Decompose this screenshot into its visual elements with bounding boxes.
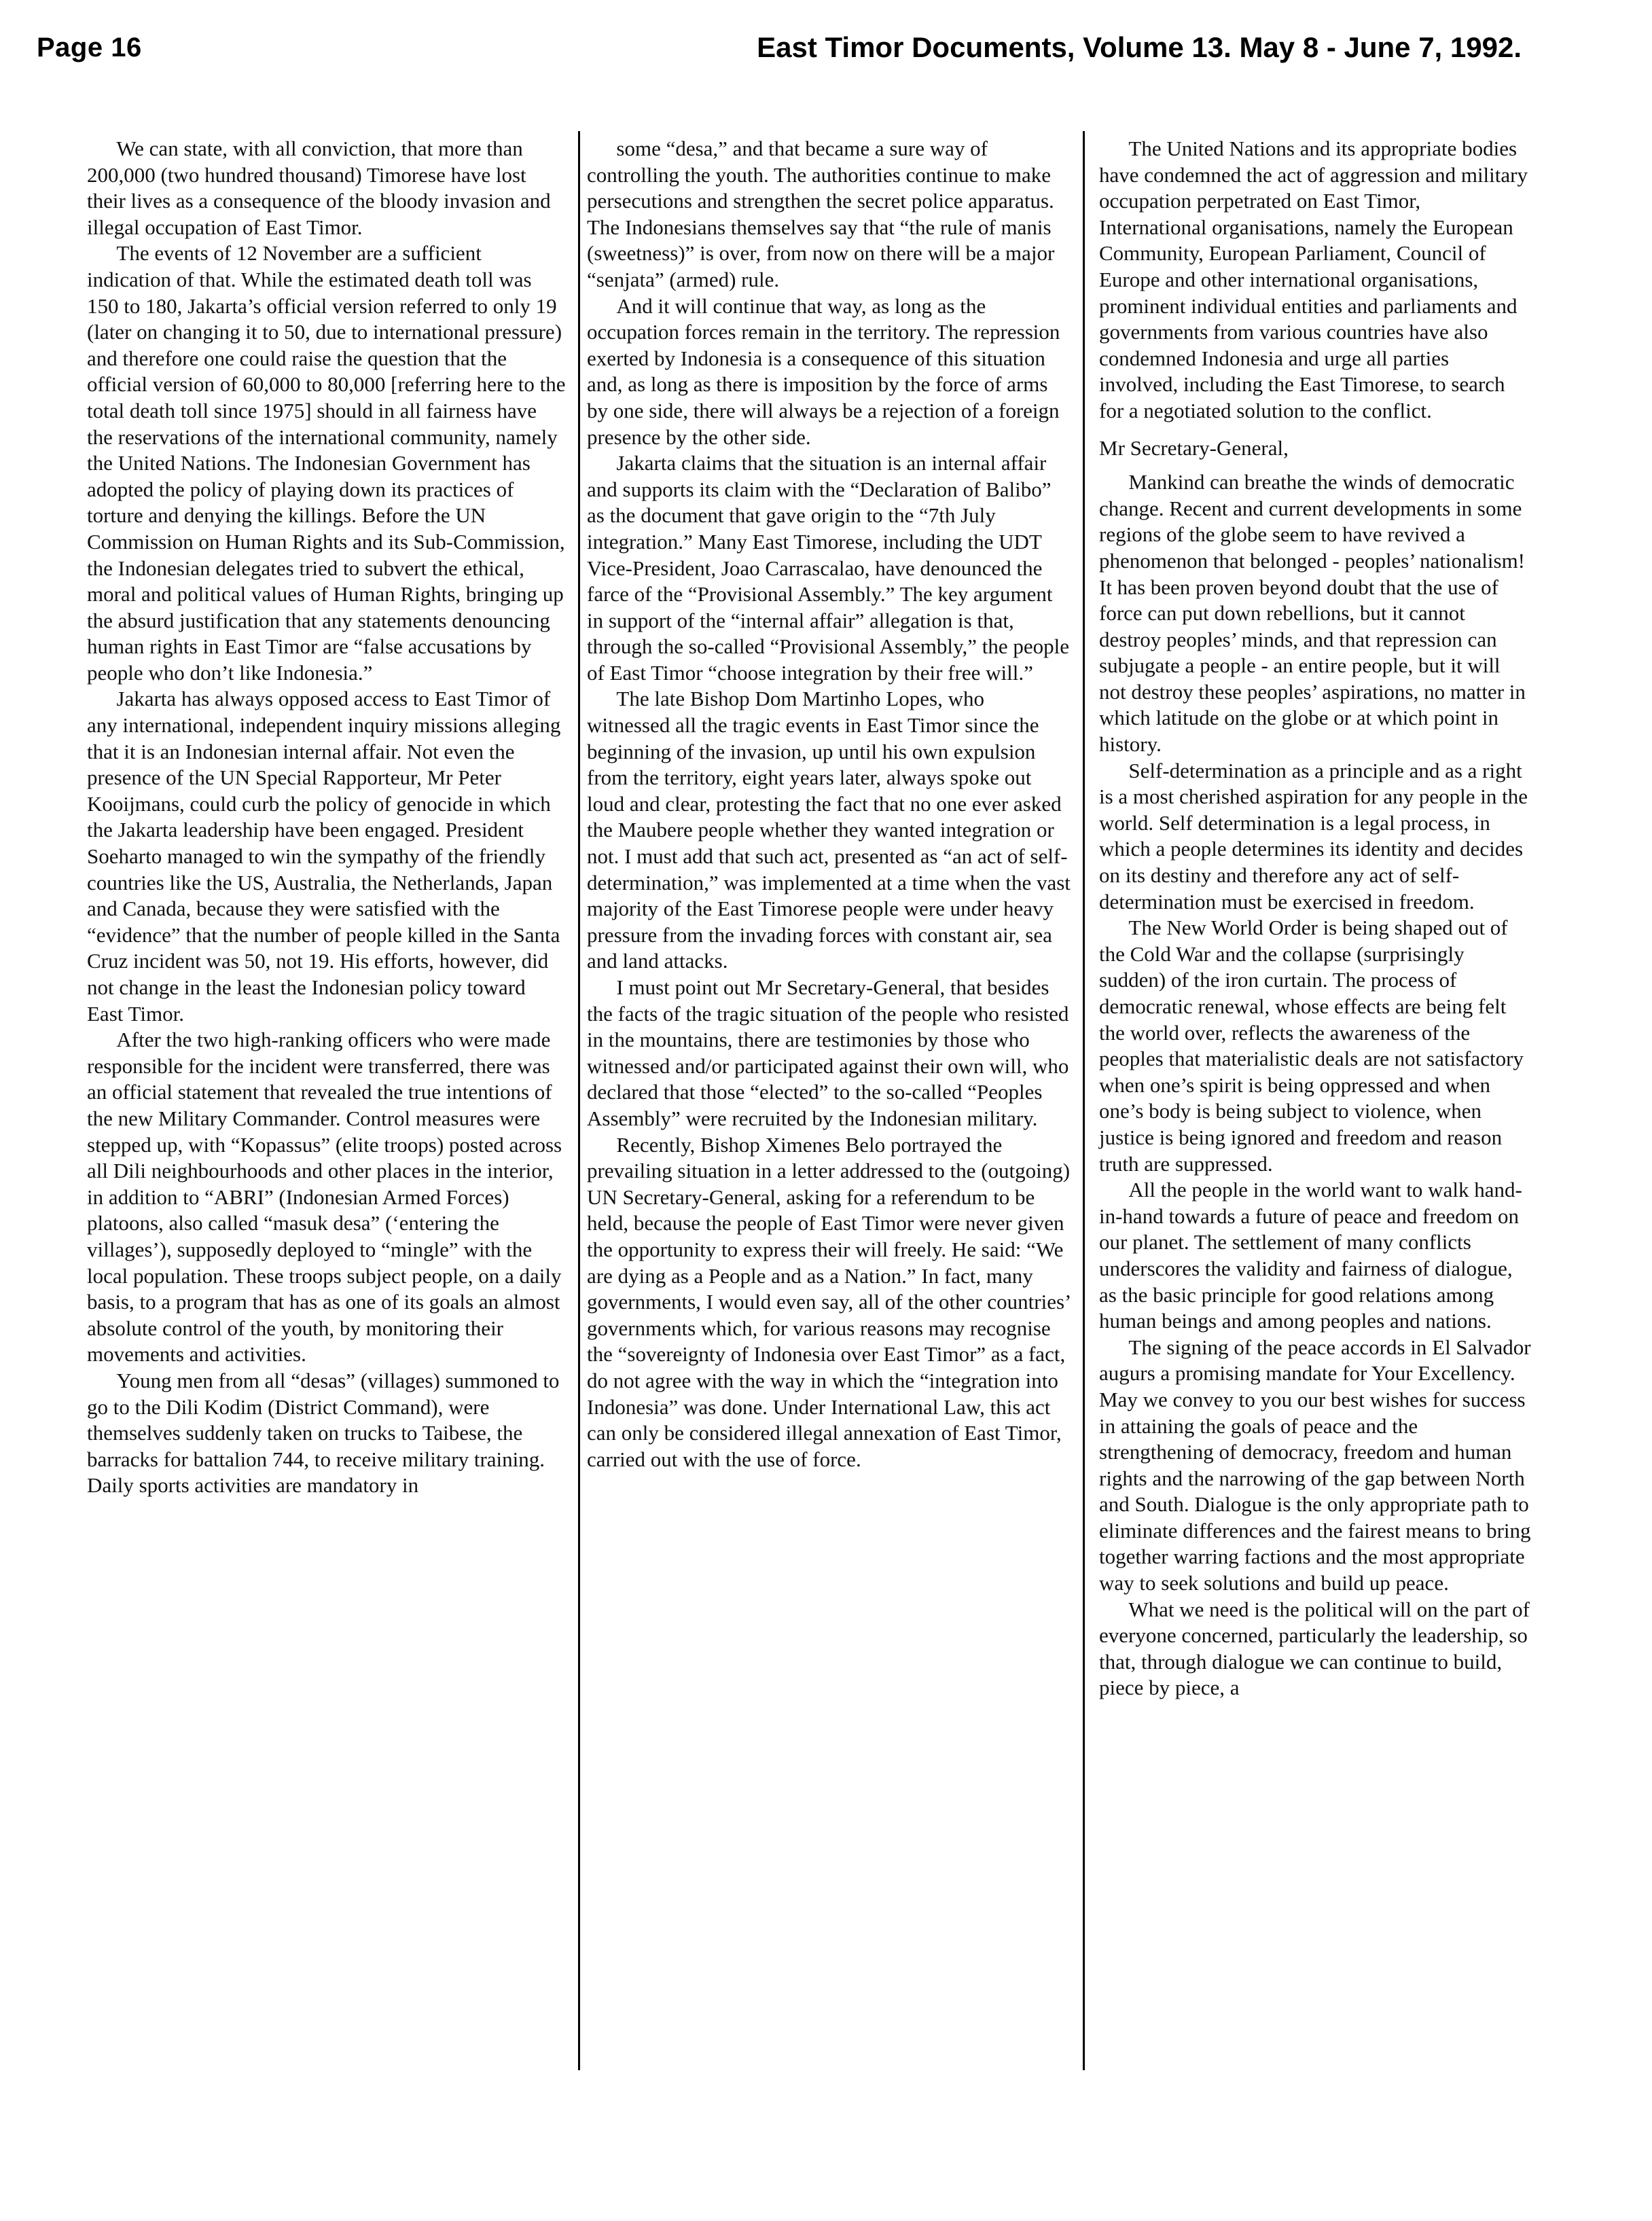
paragraph: Recently, Bishop Ximenes Belo portrayed the prevailing situation in a letter addressed to the (outgoing) UN Secretary-General, asking for a referendum to be held, because the people of East Timor were never given the opportunity to express their will freely. He said: “We are dying as a People and as a Nation.” In fact, many governments, I would even say, all of the other countries’ governments which, for various reasons may recognise the “sovereignty of Indonesia over East Timor” as a fact, do not agree with the way in which the “integration into Indonesia” was done. Under International Law, this act can only be considered illegal annexation of East Timor, carried out with the use of force.: [587, 1132, 1071, 1471]
column-divider: [578, 131, 580, 2070]
paragraph: some “desa,” and that became a sure way of controlling the youth. The authorities continue to make persecutions and strengthen the secret police apparatus. The Indonesians themselves say that “the rule of manis (sweetness)” is over, from now on there will be a major “senjata” (armed) rule.: [587, 137, 1055, 291]
page-number: Page 16: [37, 33, 142, 62]
text-column-2: [587, 136, 1072, 2201]
paragraph: What we need is the political will on the part of everyone concerned, particularly the leadership, so that, through dialogue we can continue to build, piece by piece, a: [1099, 1597, 1530, 1700]
paragraph: I must point out Mr Secretary-General, that besides the facts of the tragic situation of the people who resisted in the mountains, there are testimonies by those who witnessed and/or participated against their own will, who declared that those “elected” to the so-called “Peoples Assembly” were recruited by the Indonesian military.: [587, 975, 1069, 1130]
paragraph: After the two high-ranking officers who were made responsible for the incident were transferred, there was an official statement that revealed the true intentions of the new Military Commander. Control measures were stepped up, with “Kopassus” (elite troops) posted across all Dili neighbourhoods and other places in the interior, in addition to “ABRI” (Indonesian Armed Forces) platoons, also called “masuk desa” (‘entering the villages’), supposedly deployed to “mingle” with the local population. These troops subject people, on a daily basis, to a program that has as one of its goals an almost absolute control of the youth, by monitoring their movements and activities.: [87, 1028, 562, 1367]
paragraph: The United Nations and its appropriate bodies have condemned the act of aggression and military occupation perpetrated on East Timor, International organisations, namely the European Community, European Parliament, Council of Europe and other international organisations, prominent individual entities and parliaments and governments from various countries have also condemned Indonesia and urge all parties involved, including the East Timorese, to search for a negotiated solution to the conflict.: [1099, 137, 1528, 422]
paragraph: Self-determination as a principle and as a right is a most cherished aspiration for any people in the world. Self determination is a legal process, in which a people determines its identity and decides on its destiny and therefore any act of self-determination must be exercised in freedom.: [1099, 758, 1528, 914]
text-column-3: [1099, 136, 1531, 2201]
paragraph: We can state, with all conviction, that more than 200,000 (two hundred thousand) Timorese have lost their lives as a consequence of the bloody invasion and illegal occupation of East Timor.: [87, 137, 551, 239]
paragraph: Young men from all “desas” (villages) summoned to go to the Dili Kodim (District Command), were themselves suddenly taken on trucks to Taibese, the barracks for battalion 744, to receive military training. Daily sports activities are mandatory in: [87, 1368, 560, 1498]
paragraph: Jakarta claims that the situation is an internal affair and supports its claim with the “Declaration of Balibo” as the document that gave origin to the “7th July integration.” Many East Timorese, including the UDT Vice-President, Joao Carrascalao, have denounced the farce of the “Provisional Assembly.” The key argument in support of the “internal affair” allegation is that, through the so-called “Provisional Assembly,” the people of East Timor “choose integration by their free will.”: [587, 451, 1069, 685]
paragraph: The events of 12 November are a sufficient indication of that. While the estimated death toll was 150 to 180, Jakarta’s official version referred to only 19 (later on changing it to 50, due to international pressure) and therefore one could raise the question that the official version of 60,000 to 80,000 [referring here to the total death toll since 1975] should in all fairness have the reservations of the international community, namely the United Nations. The Indonesian Government has adopted the policy of playing down its practices of torture and denying the killings. Before the UN Commission on Human Rights and its Sub-Commission, the Indonesian delegates tried to subvert the ethical, moral and political values of Human Rights, bringing up the absurd justification that any statements denouncing human rights in East Timor are “false accusations by people who don’t like Indonesia.”: [87, 241, 566, 685]
column-divider: [1083, 131, 1085, 2070]
paragraph: Jakarta has always opposed access to East Timor of any international, independent inquiry missions alleging that it is an Indonesian internal affair. Not even the presence of the UN Special Rapporteur, Mr Peter Kooijmans, could curb the policy of genocide in which the Jakarta leadership have been engaged. President Soeharto managed to win the sympathy of the friendly countries like the US, Australia, the Netherlands, Japan and Canada, because they were satisfied with the “evidence” that the number of people killed in the Santa Cruz incident was 50, not 19. His efforts, however, did not change in the least the Indonesian policy toward East Timor.: [87, 687, 561, 1026]
paragraph: The late Bishop Dom Martinho Lopes, who witnessed all the tragic events in East Timor since the beginning of the invasion, up until his own expulsion from the territory, eight years later, always spoke out loud and clear, protesting the fact that no one ever asked the Maubere people whether they wanted integration or not. I must add that such act, presented as “an act of self-determination,” was implemented at a time when the vast majority of the East Timorese people were under heavy pressure from the invading forces with constant air, sea and land attacks.: [587, 687, 1071, 973]
page-header: [37, 29, 1522, 76]
paragraph: All the people in the world want to walk hand-in-hand towards a future of peace and freedom on our planet. The settlement of many conflicts underscores the validity and fairness of dialogue, as the basic principle for good relations among human beings and among peoples and nations.: [1099, 1178, 1522, 1333]
paragraph: The New World Order is being shaped out of the Cold War and the collapse (surprisingly sudden) of the iron curtain. The process of democratic renewal, whose effects are being felt the world over, reflects the awareness of the peoples that materialistic deals are not satisfactory when one’s spirit is being oppressed and when one’s body is being subject to violence, when justice is being ignored and freedom and reason truth are suppressed.: [1099, 916, 1524, 1176]
paragraph: Mankind can breathe the winds of democratic change. Recent and current developments in some regions of the globe seem to have revived a phenomenon that belonged - peoples’ nationalism! It has been proven beyond doubt that the use of force can put down rebellions, but it cannot destroy peoples’ minds, and that repression can subjugate a people - an entire people, but it will not destroy these peoples’ aspirations, no matter in which latitude on the globe or at which point in history.: [1099, 470, 1526, 757]
salutation-heading: Mr Secretary-General,: [1099, 435, 1289, 460]
text-column-1: [87, 136, 567, 2201]
publication-title: East Timor Documents, Volume 13. May 8 - June 7, 1992.: [757, 31, 1522, 63]
paragraph: And it will continue that way, as long as the occupation forces remain in the territory. The repression exerted by Indonesia is a consequence of this situation and, as long as there is imposition by the force of arms by one side, there will always be a rejection of a foreign presence by the other side.: [587, 293, 1060, 449]
paragraph: The signing of the peace accords in El Salvador augurs a promising mandate for Your Excellency. May we convey to you our best wishes for success in attaining the goals of peace and the strengthening of democracy, freedom and human rights and the narrowing of the gap between North and South. Dialogue is the only appropriate path to eliminate differences and the fairest means to bring together warring factions and the most appropriate way to seek solutions and build up peace.: [1099, 1335, 1531, 1595]
